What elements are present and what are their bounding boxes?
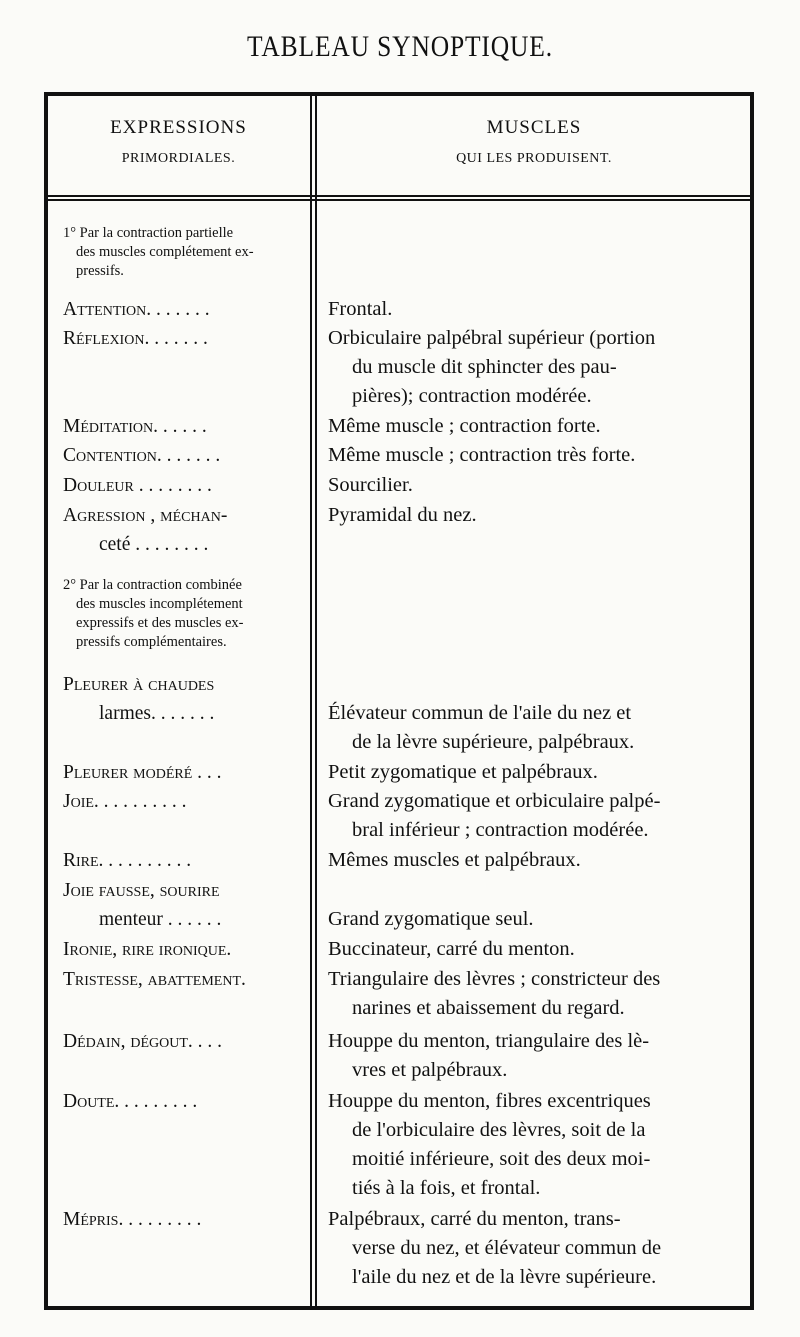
muscle-text: Frontal. bbox=[328, 298, 393, 320]
muscle-text: du muscle dit sphincter des pau- bbox=[352, 356, 617, 378]
expression-text: ceté . . . . . . . . bbox=[99, 534, 209, 555]
muscle-entry bbox=[328, 935, 748, 964]
expression-text: Pleurer à chaudes bbox=[63, 674, 215, 695]
note-line: 1° Par la contraction partielle bbox=[63, 225, 234, 241]
muscle-entry bbox=[328, 324, 748, 411]
muscle-text: Triangulaire des lèvres ; constricteur des bbox=[328, 968, 661, 990]
muscle-text: Élévateur commun de l'aile du nez et bbox=[328, 702, 632, 724]
expression-text: Agression , méchan- bbox=[63, 505, 228, 526]
header-muscles-subtitle: QUI LES PRODUISENT. bbox=[456, 151, 612, 166]
muscle-text: Même muscle ; contraction forte. bbox=[328, 415, 601, 437]
muscle-text: Même muscle ; contraction très forte. bbox=[328, 444, 636, 466]
muscle-text: Grand zygomatique seul. bbox=[328, 908, 534, 930]
expression-entry bbox=[63, 1087, 305, 1116]
muscle-entry bbox=[328, 441, 748, 470]
column-divider bbox=[310, 95, 312, 1307]
note-line: pressifs. bbox=[76, 263, 124, 279]
header-expressions-title: EXPRESSIONS bbox=[110, 117, 247, 138]
muscle-entry bbox=[328, 846, 748, 875]
synoptic-table bbox=[44, 92, 754, 1310]
muscle-text: Buccinateur, carré du menton. bbox=[328, 938, 575, 960]
muscle-text: Petit zygomatique et palpébraux. bbox=[328, 761, 598, 783]
muscle-text: l'aile du nez et de la lèvre supérieure. bbox=[352, 1266, 657, 1288]
expression-text: Ironie, rire ironique. bbox=[63, 939, 232, 960]
muscle-entry bbox=[328, 965, 748, 1023]
expression-text: Dédain, dégout. . . . bbox=[63, 1031, 223, 1052]
muscle-entry bbox=[328, 905, 748, 934]
note-line: des muscles complétement ex- bbox=[76, 244, 254, 260]
expression-text: Tristesse, abattement. bbox=[63, 969, 246, 990]
expression-entry bbox=[63, 1205, 305, 1234]
muscle-text: Grand zygomatique et orbiculaire palpé- bbox=[328, 790, 661, 812]
expression-entry bbox=[63, 670, 305, 728]
muscle-text: narines et abaissement du regard. bbox=[352, 997, 625, 1019]
muscle-text: moitié inférieure, soit des deux moi- bbox=[352, 1148, 651, 1170]
expression-text: Attention. . . . . . . bbox=[63, 299, 210, 320]
muscle-text: Houppe du menton, fibres excentriques bbox=[328, 1090, 651, 1112]
expression-text: Contention. . . . . . . bbox=[63, 445, 221, 466]
expression-entry bbox=[63, 471, 305, 500]
muscle-entry bbox=[328, 787, 748, 845]
page-title: TABLEAU SYNOPTIQUE. bbox=[247, 30, 553, 63]
expression-text: Joie. . . . . . . . . . bbox=[63, 791, 187, 812]
header-muscles-title: MUSCLES bbox=[486, 117, 582, 138]
muscle-text: Orbiculaire palpébral supérieur (portion bbox=[328, 327, 656, 349]
expression-entry bbox=[63, 1027, 305, 1056]
expression-entry bbox=[63, 846, 305, 875]
expression-entry bbox=[63, 501, 305, 559]
muscle-entry bbox=[328, 1205, 748, 1292]
header-rule bbox=[47, 195, 751, 197]
muscle-text: pières); contraction modérée. bbox=[352, 385, 592, 407]
muscle-entry bbox=[328, 1087, 748, 1203]
expression-entry bbox=[63, 935, 305, 964]
expression-text: Réflexion. . . . . . . bbox=[63, 328, 208, 349]
expression-text: Douleur . . . . . . . . bbox=[63, 475, 212, 496]
header-expressions-subtitle: PRIMORDIALES. bbox=[121, 151, 236, 166]
muscle-text: de l'orbiculaire des lèvres, soit de la bbox=[352, 1119, 646, 1141]
expression-entry bbox=[63, 412, 305, 441]
expression-text: larmes. . . . . . . bbox=[99, 703, 215, 724]
muscle-entry bbox=[328, 412, 748, 441]
muscle-entry bbox=[328, 699, 748, 757]
expression-text: Joie fausse, sourire bbox=[63, 880, 220, 901]
muscle-entry bbox=[328, 1027, 748, 1085]
muscle-text: Mêmes muscles et palpébraux. bbox=[328, 849, 581, 871]
header-muscles bbox=[317, 117, 751, 167]
muscle-entry bbox=[328, 471, 748, 500]
muscle-text: vres et palpébraux. bbox=[352, 1059, 508, 1081]
expression-text: Mépris. . . . . . . . . bbox=[63, 1209, 202, 1230]
expression-text: menteur . . . . . . bbox=[99, 909, 222, 930]
expression-entry bbox=[63, 876, 305, 934]
muscle-text: tiés à la fois, et frontal. bbox=[352, 1177, 541, 1199]
muscle-text: Pyramidal du nez. bbox=[328, 504, 477, 526]
expression-entry bbox=[63, 324, 305, 353]
muscle-entry bbox=[328, 758, 748, 787]
expression-text: Doute. . . . . . . . . bbox=[63, 1091, 198, 1112]
expression-text: Méditation. . . . . . bbox=[63, 416, 207, 437]
muscle-text: bral inférieur ; contraction modérée. bbox=[352, 819, 649, 841]
muscle-text: Palpébraux, carré du menton, trans- bbox=[328, 1208, 621, 1230]
muscle-text: verse du nez, et élévateur commun de bbox=[352, 1237, 662, 1259]
note-line: 2° Par la contraction combinée bbox=[63, 577, 242, 593]
note-line: pressifs complémentaires. bbox=[76, 634, 227, 650]
header-expressions bbox=[47, 117, 310, 167]
muscle-text: de la lèvre supérieure, palpébraux. bbox=[352, 731, 635, 753]
muscle-text: Houppe du menton, triangulaire des lè- bbox=[328, 1030, 650, 1052]
expression-entry bbox=[63, 965, 305, 994]
expression-entry bbox=[63, 441, 305, 470]
expression-text: Pleurer modéré . . . bbox=[63, 762, 222, 783]
expression-entry bbox=[63, 787, 305, 816]
muscle-text: Sourcilier. bbox=[328, 474, 413, 496]
section-note-1 bbox=[63, 224, 303, 281]
muscle-entry bbox=[328, 295, 748, 324]
note-line: expressifs et des muscles ex- bbox=[76, 615, 244, 631]
expression-entry bbox=[63, 758, 305, 787]
expression-text: Rire. . . . . . . . . . bbox=[63, 850, 192, 871]
note-line: des muscles incomplétement bbox=[76, 596, 243, 612]
section-note-2 bbox=[63, 576, 303, 652]
expression-entry bbox=[63, 295, 305, 324]
muscle-entry bbox=[328, 501, 748, 530]
